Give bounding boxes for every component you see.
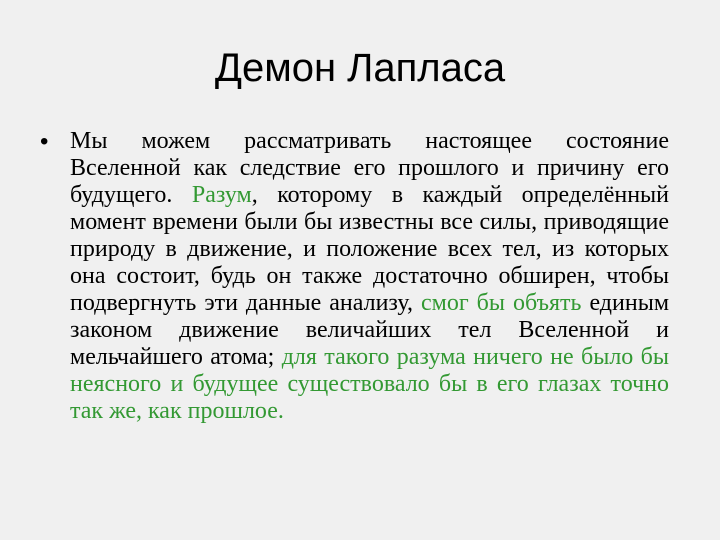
highlight-razum: Разум <box>191 182 252 208</box>
slide-title: Демон Лапласа <box>214 46 506 90</box>
bullet-paragraph <box>70 128 669 425</box>
highlight-smog-by-obyat: смог бы объять <box>420 290 582 316</box>
paragraph-segment-5: единым законом движение величайших тел Вселенной и мельчайшего атома; <box>70 290 669 370</box>
paragraph-segment-1: Мы можем рассматривать настоящее состояние Вселенной как следствие его прошлого и причину его будущего. <box>70 128 669 208</box>
bullet-marker: • <box>40 128 49 155</box>
paragraph-segment-3: , которому в каждый определённый момент времени были бы известны все силы, приводящие природу в движение, и положение всех тел, из которых она состоит, будь он также достаточно обширен, чтобы подвергнуть эти данные анализу, <box>70 182 670 316</box>
highlight-conclusion: для такого разума ничего не было бы неясного и будущее существовало бы в его глазах точно так же, как прошлое. <box>70 344 670 424</box>
